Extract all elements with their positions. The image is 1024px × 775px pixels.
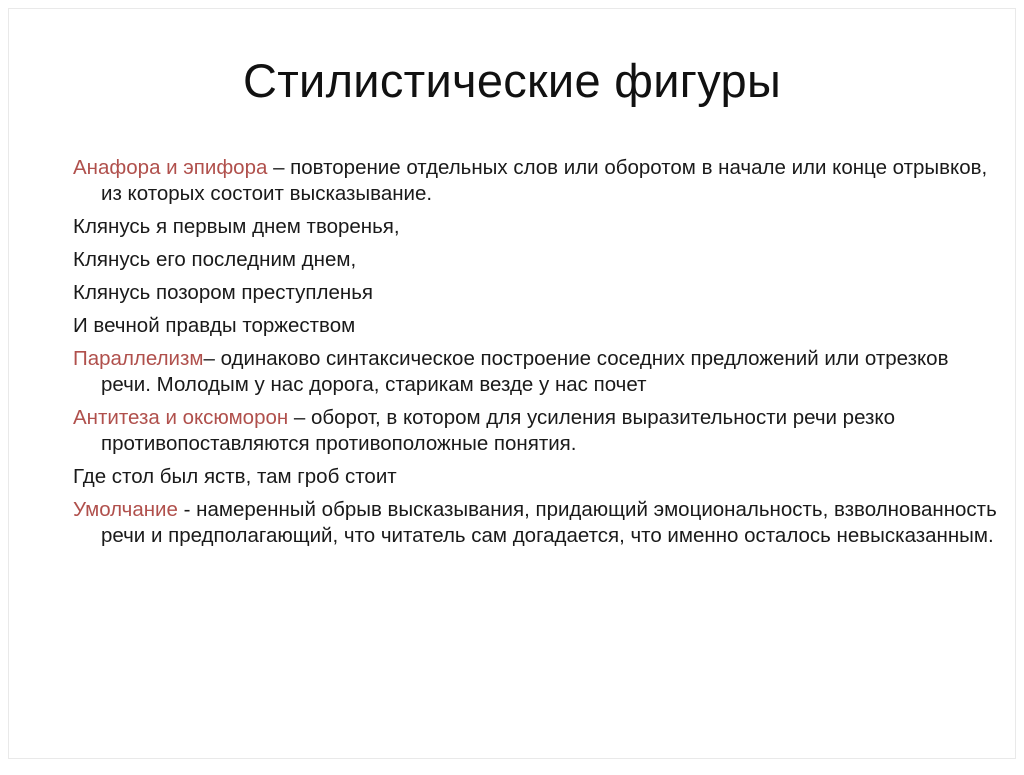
definition-antithesis: – оборот, в котором для усиления выразительности речи резко противопоставляются противоположные понятия. <box>101 406 896 455</box>
term-antithesis: Антитеза и оксюморон <box>73 406 289 429</box>
example-line-4 <box>73 313 1003 339</box>
example-line-3 <box>73 280 1003 306</box>
example-text: Клянусь позором преступленья <box>73 281 373 304</box>
definition-reticence: - намеренный обрыв высказывания, придающий эмоциональность, взволнованность речи и предполагающий, что читатель сам догадается, что именно осталось невысказанным. <box>101 498 997 547</box>
slide <box>8 8 1016 759</box>
definition-anaphora: – повторение отдельных слов или оборотом в начале или конце отрывков, из которых состоит высказывание. <box>101 156 988 205</box>
paragraph-antithesis <box>73 405 1003 457</box>
example-antithesis <box>73 464 1003 490</box>
paragraph-anaphora <box>73 155 1003 207</box>
slide-title: Стилистические фигуры <box>242 54 782 107</box>
term-parallelism: Параллелизм <box>73 347 204 370</box>
term-anaphora: Анафора и эпифора <box>73 156 268 179</box>
example-text: Клянусь его последним днем, <box>73 248 357 271</box>
example-line-1 <box>73 214 1003 240</box>
example-line-2 <box>73 247 1003 273</box>
definition-parallelism: – одинаково синтаксическое построение соседних предложений или отрезков речи. Молодым у нас дорога, старикам везде у нас почет <box>101 347 949 396</box>
example-text: И вечной правды торжеством <box>73 314 356 337</box>
example-text: Где стол был яств, там гроб стоит <box>73 465 397 488</box>
paragraph-parallelism <box>73 346 1003 398</box>
slide-content <box>73 155 1003 556</box>
example-text: Клянусь я первым днем творенья, <box>73 215 400 238</box>
term-reticence: Умолчание <box>73 498 178 521</box>
paragraph-reticence <box>73 497 1003 549</box>
